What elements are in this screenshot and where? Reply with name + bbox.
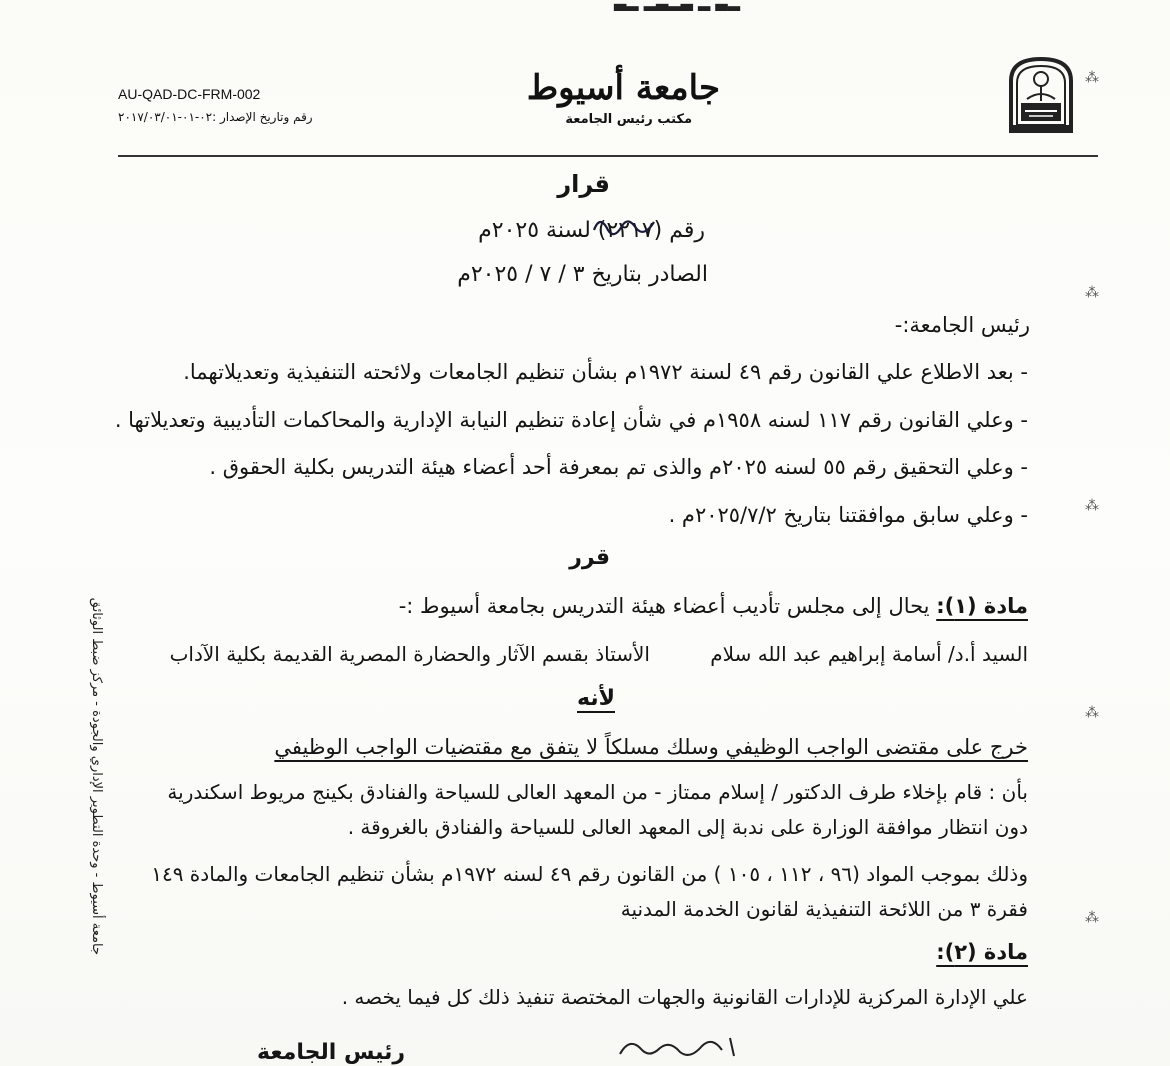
article-2-label: مادة (٢):	[936, 940, 1028, 964]
handwritten-number-mark	[590, 212, 660, 242]
form-code: AU-QAD-DC-FRM-002	[118, 86, 261, 102]
article-1-text: يحال إلى مجلس تأديب أعضاء هيئة التدريس بجامعة أسيوط :-	[398, 594, 930, 618]
paper-mark-icon: ⁂	[1085, 910, 1099, 926]
cut-off-header-text: ▂▃ ▂ ▃▂▃▂ ▂▃	[614, 0, 740, 11]
because-heading: لأنه	[577, 686, 615, 711]
article-1	[399, 594, 1028, 618]
charge-statement: خرج على مقتضى الواجب الوظيفي وسلك مسلكاً لا يتفق مع مقتضيات الواجب الوظيفي	[274, 735, 1028, 759]
issue-number-date: رقم وتاريخ الإصدار :٠٢-٠١-٢٠١٧/٠٣/٠١	[118, 110, 313, 124]
university-name: جامعة أسيوط	[526, 68, 720, 108]
recital: - بعد الاطلاع علي القانون رقم ٤٩ لسنة ١٩٧٢م بشأن تنظيم الجامعات ولائحته التنفيذية وتعديلاتهما.	[183, 360, 1028, 384]
person-name: السيد أ.د/ أسامة إبراهيم عبد الله سلام	[710, 642, 1028, 666]
paper-mark-icon: ⁂	[1085, 498, 1099, 514]
recital: - وعلي القانون رقم ١١٧ لسنه ١٩٥٨م في شأن إعادة تنظيم النيابة الإدارية والمحاكمات التأديبية وتعديلاتها .	[114, 408, 1028, 432]
decision-title: قرار	[557, 170, 610, 198]
charge-detail-1: بأن : قام بإخلاء طرف الدكتور / إسلام ممتاز - من المعهد العالى للسياحة والفنادق بكينج مريوط اسكندرية	[167, 780, 1028, 804]
president-label: رئيس الجامعة:-	[894, 313, 1030, 337]
article-2-text: علي الإدارة المركزية للإدارات القانونية والجهات المختصة تنفيذ ذلك كل فيما يخصه .	[341, 985, 1028, 1009]
signature-title: رئيس الجامعة	[257, 1040, 405, 1065]
legal-basis-1: وذلك بموجب المواد (٩٦ ، ١١٢ ، ١٠٥ ) من القانون رقم ٤٩ لسنه ١٩٧٢م بشأن تنظيم الجامعات والمادة ١٤٩	[151, 862, 1028, 886]
decision-number: رقم (٢٢١٧) لسنة ٢٠٢٥م	[478, 218, 705, 243]
legal-basis-2: فقرة ٣ من اللائحة التنفيذية لقانون الخدمة المدنية	[620, 897, 1028, 921]
office-name: مكتب رئيس الجامعة	[565, 112, 692, 127]
header-divider	[118, 155, 1098, 157]
resolution-heading: قرر	[569, 545, 610, 570]
margin-note: جامعة أسيوط - وحدة التطوير الإداري والجودة - مركز ضبط الوثائق	[89, 597, 104, 955]
paper-mark-icon: ⁂	[1085, 705, 1099, 721]
handwritten-signature	[610, 1030, 790, 1066]
recital: - وعلي سابق موافقتنا بتاريخ ٢٠٢٥/٧/٢م .	[668, 503, 1028, 527]
decision-date: الصادر بتاريخ ٣ / ٧ / ٢٠٢٥م	[457, 262, 708, 287]
article-1-label: مادة (١):	[936, 594, 1028, 618]
university-emblem-icon	[1005, 55, 1077, 133]
paper-mark-icon: ⁂	[1085, 285, 1099, 301]
paper-mark-icon: ⁂	[1085, 70, 1099, 86]
recital: - وعلي التحقيق رقم ٥٥ لسنه ٢٠٢٥م والذى تم بمعرفة أحد أعضاء هيئة التدريس بكلية الحقوق .	[209, 455, 1028, 479]
charge-detail-2: دون انتظار موافقة الوزارة على ندبة إلى المعهد العالى للسياحة والفنادق بالغروقة .	[347, 815, 1028, 839]
person-title: الأستاذ بقسم الآثار والحضارة المصرية القديمة بكلية الآداب	[169, 642, 650, 666]
